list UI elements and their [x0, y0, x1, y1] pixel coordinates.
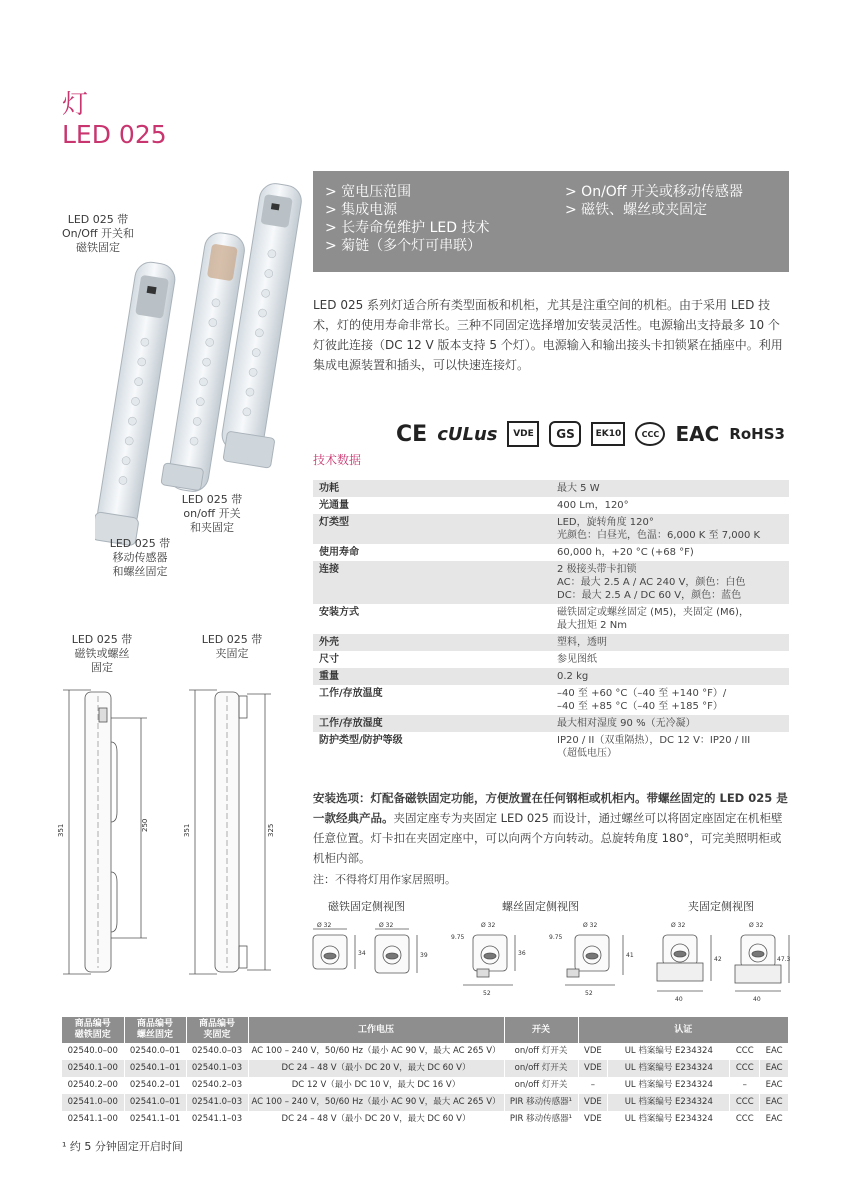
spec-value-line: 最大 5 W [557, 483, 600, 494]
dim-length-right: 351 [183, 823, 191, 837]
spec-value [553, 715, 789, 732]
order-cell-magnet-code: 02540.0–00 [62, 1043, 124, 1060]
certification-logos [396, 417, 785, 451]
order-row [62, 1077, 789, 1094]
dim-height: 42 [714, 956, 722, 963]
order-cell-cert-ul: UL 档案编号 E234324 [608, 1060, 730, 1077]
order-cell-cert-ccc: CCC [730, 1094, 760, 1111]
spec-value-line: 塑料，透明 [557, 637, 607, 648]
dim-clip-spacing: 325 [267, 823, 275, 837]
spec-value-line: LED，旋转角度 120° [557, 517, 654, 528]
order-cell-cert-ul: UL 档案编号 E234324 [608, 1111, 730, 1128]
spec-row [313, 732, 789, 762]
order-row [62, 1060, 789, 1077]
dim-diameter: Ø 32 [481, 922, 496, 929]
side-view-title-magnet: 磁铁固定侧视图 [328, 900, 405, 913]
order-cell-cert-ccc: CCC [730, 1043, 760, 1060]
dim-height: 36 [518, 950, 526, 957]
spec-value-line: AC：最大 2.5 A / AC 240 V，颜色：白色 [557, 577, 746, 588]
header-magnet-code: 商品编号 磁铁固定 [62, 1017, 124, 1043]
spec-value [553, 497, 789, 514]
spec-key: 工作/存放温度 [319, 688, 383, 699]
order-cell-voltage: DC 12 V（最小 DC 10 V，最大 DC 16 V） [248, 1077, 504, 1094]
spec-value-line: 光颜色：白昼光，色温：6,000 K 至 7,000 K [557, 530, 761, 541]
header-switch: 开关 [504, 1017, 578, 1043]
order-row [62, 1043, 789, 1060]
order-cell-cert-vde: VDE [578, 1094, 608, 1111]
spec-value-line: （超低电压） [557, 748, 617, 759]
lamp-label-sensor-screw: LED 025 带 移动传感器 和螺丝固定 [109, 537, 171, 578]
spec-key: 安装方式 [319, 607, 359, 618]
dim-diameter: Ø 32 [671, 922, 686, 929]
order-cell-cert-ul: UL 档案编号 E234324 [608, 1077, 730, 1094]
spec-row [313, 514, 789, 544]
spec-value-line: 0.2 kg [557, 671, 589, 682]
spec-row [313, 668, 789, 685]
spec-key: 工作/存放湿度 [313, 715, 553, 732]
order-cell-cert-vde: VDE [578, 1043, 608, 1060]
feature-list-left [325, 183, 490, 255]
dim-offset: 9.75 [451, 934, 465, 941]
spec-value [553, 561, 789, 604]
spec-value [553, 544, 789, 561]
drawing-label-clip: LED 025 带 夹固定 [201, 633, 263, 660]
order-cell-magnet-code: 02540.1–00 [62, 1060, 124, 1077]
spec-value [553, 685, 789, 715]
header-certification: 认证 [578, 1017, 789, 1043]
order-cell-magnet-code: 02540.2–00 [62, 1077, 124, 1094]
order-cell-cert-eac: EAC [760, 1094, 789, 1111]
spec-value-line: 60,000 h，+20 °C (+68 °F) [557, 547, 694, 558]
product-name: LED 025 [62, 120, 167, 149]
order-table [62, 1017, 789, 1128]
order-cell-cert-eac: EAC [760, 1111, 789, 1128]
order-cell-clip-code: 02541.0–03 [186, 1094, 248, 1111]
vde-mark-icon: VDE [507, 421, 539, 447]
order-cell-screw-code: 02541.0–01 [124, 1094, 186, 1111]
spec-key: 功耗 [313, 480, 553, 497]
eac-mark-icon: EAC [675, 422, 720, 446]
gs-mark-icon: GS [549, 421, 581, 447]
header-voltage: 工作电压 [248, 1017, 504, 1043]
order-cell-cert-vde: VDE [578, 1060, 608, 1077]
spec-row [313, 544, 789, 561]
spec-value-line: 磁铁固定或螺丝固定 (M5)，夹固定 (M6)， [557, 607, 749, 618]
order-cell-voltage: AC 100 – 240 V，50/60 Hz（最小 AC 90 V，最大 AC 265 V） [248, 1043, 504, 1060]
dim-width: 40 [753, 996, 761, 1003]
spec-value-line: 400 Lm，120° [557, 500, 629, 511]
order-cell-switch: PIR 移动传感器¹ [504, 1111, 578, 1128]
dim-width: 40 [675, 996, 683, 1003]
feature-list-right [565, 183, 743, 219]
order-cell-screw-code: 02540.2–01 [124, 1077, 186, 1094]
order-cell-clip-code: 02541.1–03 [186, 1111, 248, 1128]
dim-height: 41 [626, 952, 634, 959]
feature-item: > 集成电源 [325, 202, 398, 218]
dim-height: 39 [420, 952, 428, 959]
order-cell-switch: on/off 灯开关 [504, 1077, 578, 1094]
order-cell-switch: PIR 移动传感器¹ [504, 1094, 578, 1111]
spec-key: 外壳 [313, 634, 553, 651]
spec-value [553, 651, 789, 668]
order-cell-screw-code: 02541.1–01 [124, 1111, 186, 1128]
dim-offset: 9.75 [549, 934, 563, 941]
rohs-mark-icon: RoHS3 [729, 425, 785, 443]
order-cell-screw-code: 02540.1–01 [124, 1060, 186, 1077]
order-cell-cert-ccc: CCC [730, 1060, 760, 1077]
order-cell-voltage: AC 100 – 240 V，50/60 Hz（最小 AC 90 V，最大 AC 265 V） [248, 1094, 504, 1111]
options-bold-text: 安装选项：灯配备磁铁固定功能，方便放置在任何钢柜或机柜内。带螺丝固定的 LED 025 是一款经典产品。 [313, 791, 788, 825]
options-text: 夹固定座专为夹固定 LED 025 而设计，通过螺丝可以将固定座固定在机柜壁任意位置。灯卡扣在夹固定座中，可以向两个方向转动。总旋转角度 180°，可完美照明柜或机柜内部。 [313, 811, 783, 865]
feature-item: > 磁铁、螺丝或夹固定 [565, 202, 708, 218]
side-view-title-clip: 夹固定侧视图 [688, 900, 754, 913]
spec-value [553, 604, 789, 634]
order-cell-cert-vde: VDE [578, 1111, 608, 1128]
spec-key: 防护类型/防护等级 [319, 735, 403, 746]
order-cell-switch: on/off 灯开关 [504, 1043, 578, 1060]
spec-key: 连接 [313, 561, 553, 604]
side-view-title-screw: 螺丝固定侧视图 [502, 900, 579, 913]
spec-value-line: 最大相对湿度 90 %（无冷凝） [557, 718, 696, 729]
spec-row [313, 480, 789, 497]
order-cell-voltage: DC 24 – 48 V（最小 DC 20 V，最大 DC 60 V） [248, 1060, 504, 1077]
spec-key: 尺寸 [319, 654, 339, 665]
feature-item: > 宽电压范围 [325, 184, 412, 200]
spec-key: 重量 [313, 668, 553, 685]
order-cell-cert-ul: UL 档案编号 E234324 [608, 1094, 730, 1111]
ce-mark-icon: CE [396, 421, 428, 447]
page-title: 灯 [62, 90, 89, 120]
spec-value-line: –40 至 +85 °C（–40 至 +185 °F） [557, 701, 723, 712]
dim-length-left: 351 [57, 823, 65, 837]
order-cell-cert-eac: EAC [760, 1060, 789, 1077]
feature-item: > 长寿命免维护 LED 技术 [325, 220, 490, 236]
spec-value-line: 最大扭矩 2 Nm [557, 620, 627, 631]
dim-height: 34 [358, 950, 366, 957]
order-cell-clip-code: 02540.1–03 [186, 1060, 248, 1077]
spec-row [313, 685, 789, 715]
spec-value-line: 参见图纸 [557, 654, 597, 665]
order-cell-cert-eac: EAC [760, 1077, 789, 1094]
spec-row [313, 634, 789, 651]
spec-heading: 技术数据 [313, 453, 362, 467]
installation-options [313, 788, 789, 868]
spec-value-line: 2 极接头带卡扣锁 [557, 564, 637, 575]
header-clip-code: 商品编号 夹固定 [186, 1017, 248, 1043]
spec-key: 光通量 [319, 500, 349, 511]
dim-height: 47.3 [777, 956, 791, 963]
spec-row [313, 561, 789, 604]
spec-value-line: IP20 / II（双重隔热），DC 12 V：IP20 / III [557, 735, 751, 746]
ul-mark-icon: cULus [437, 423, 498, 445]
order-cell-cert-vde: – [578, 1077, 608, 1094]
drawing-label-magnet-screw: LED 025 带 磁铁或螺丝 固定 [71, 633, 133, 674]
order-row [62, 1111, 789, 1128]
order-row [62, 1094, 789, 1111]
order-cell-screw-code: 02540.0–01 [124, 1043, 186, 1060]
dim-magnet-spacing: 250 [141, 818, 149, 832]
dim-diameter: Ø 32 [583, 922, 598, 929]
order-cell-clip-code: 02540.2–03 [186, 1077, 248, 1094]
spec-row [313, 715, 789, 732]
order-cell-switch: on/off 灯开关 [504, 1060, 578, 1077]
spec-table [313, 480, 789, 762]
dim-width: 52 [483, 990, 491, 997]
order-cell-cert-ccc: CCC [730, 1111, 760, 1128]
spec-value [553, 668, 789, 685]
usage-note: 注：不得将灯用作家居照明。 [313, 873, 456, 886]
spec-value [553, 634, 789, 651]
feature-item: > On/Off 开关或移动传感器 [565, 184, 743, 200]
order-cell-cert-eac: EAC [760, 1043, 789, 1060]
order-cell-cert-ccc: – [730, 1077, 760, 1094]
spec-key: 灯类型 [313, 514, 553, 544]
dim-diameter: Ø 32 [379, 922, 394, 929]
spec-row [313, 604, 789, 634]
dim-width: 52 [585, 990, 593, 997]
spec-value-line: DC：最大 2.5 A / DC 60 V，颜色：蓝色 [557, 590, 742, 601]
side-view-drawings [305, 915, 795, 1010]
order-table-header [62, 1017, 789, 1043]
footnote: ¹ 约 5 分钟固定开启时间 [62, 1140, 183, 1153]
order-cell-clip-code: 02540.0–03 [186, 1043, 248, 1060]
order-cell-cert-ul: UL 档案编号 E234324 [608, 1043, 730, 1060]
feature-item: > 菊链（多个灯可串联） [325, 238, 482, 254]
spec-row [313, 651, 789, 668]
dim-diameter: Ø 32 [749, 922, 764, 929]
lamp-label-onoff-clip: LED 025 带 on/off 开关 和夹固定 [181, 493, 243, 534]
ccc-mark-icon: CCC [635, 422, 665, 446]
header-screw-code: 商品编号 螺丝固定 [124, 1017, 186, 1043]
intro-paragraph: LED 025 系列灯适合所有类型面板和机柜，尤其是注重空间的机柜。由于采用 LED 技术，灯的使用寿命非常长。三种不同固定选择增加安装灵活性。电源输出支持最多 10 个灯彼此连接（DC 12 V 版本支持 5 个灯）。电源输入和输出接头卡扣锁紧在插座中。利用集成电源装置和插头，可以快速连接灯。 [313, 298, 783, 372]
ek-mark-icon: EK10 [591, 422, 625, 446]
spec-row [313, 497, 789, 514]
spec-key: 使用寿命 [319, 547, 359, 558]
spec-value [553, 514, 789, 544]
spec-value [553, 480, 789, 497]
dim-diameter: Ø 32 [317, 922, 332, 929]
order-cell-voltage: DC 24 – 48 V（最小 DC 20 V，最大 DC 60 V） [248, 1111, 504, 1128]
feature-box [313, 171, 789, 272]
technical-drawings [55, 682, 300, 982]
order-cell-magnet-code: 02541.1–00 [62, 1111, 124, 1128]
order-cell-magnet-code: 02541.0–00 [62, 1094, 124, 1111]
lamp-label-onoff-magnet: LED 025 带 On/Off 开关和 磁铁固定 [61, 213, 135, 254]
spec-value-line: –40 至 +60 °C（–40 至 +140 °F）/ [557, 688, 727, 699]
spec-value [553, 732, 789, 762]
